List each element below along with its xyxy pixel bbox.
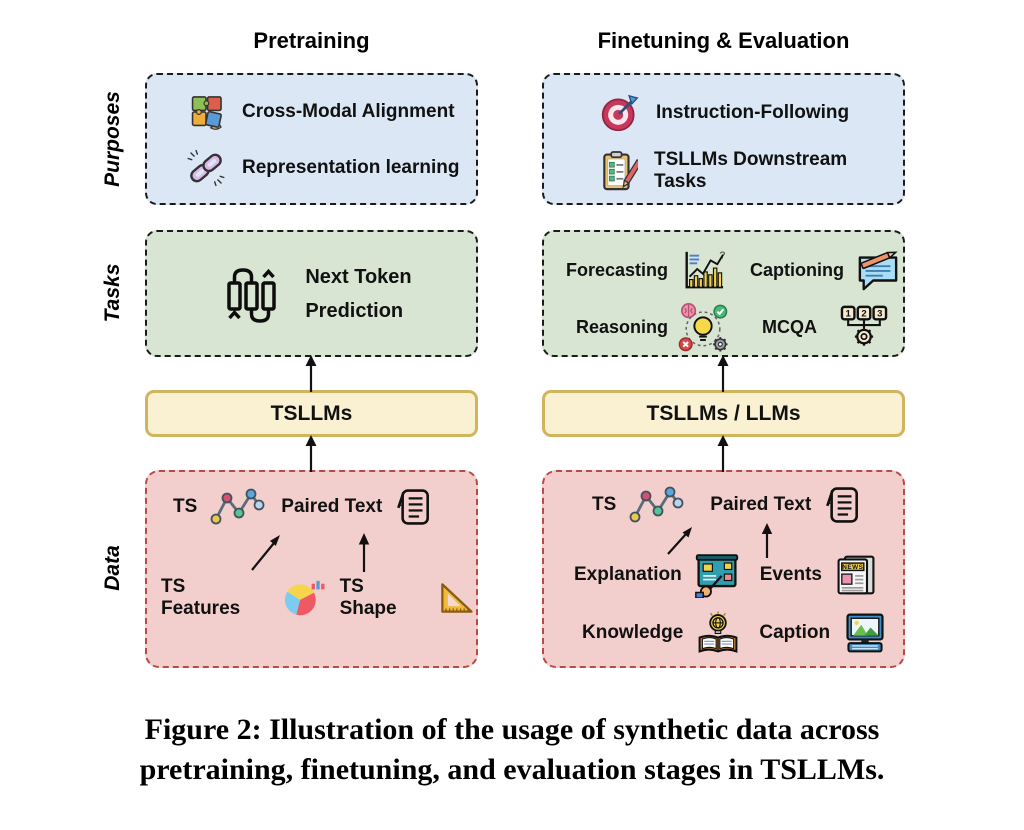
paired-text-icon	[823, 484, 861, 526]
mcqa-number-2: 2	[861, 308, 867, 320]
up-arrow	[355, 532, 373, 572]
row-label-purposes: Purposes	[101, 91, 124, 187]
task-row	[576, 302, 889, 352]
ts-line-icon	[628, 484, 684, 526]
task-label-line2: Prediction	[305, 299, 404, 322]
data-source-row	[582, 610, 888, 656]
task-label: MCQA	[762, 316, 818, 337]
purpose-label: TSLLMs Downstream Tasks	[654, 149, 848, 192]
arrow-data-to-model-right	[714, 434, 732, 472]
chain-link-icon	[187, 149, 225, 187]
paired-text-icon	[394, 486, 432, 528]
data-box-pretraining	[145, 470, 478, 668]
pie-chart-icon	[280, 577, 326, 619]
row-label-data: Data	[101, 545, 124, 591]
arrow-data-to-model-left	[302, 434, 320, 472]
ts-label: TS	[173, 496, 198, 517]
data-source-row	[574, 552, 878, 598]
column-header-finetuning: Finetuning & Evaluation	[597, 28, 850, 53]
data-box-finetuning	[542, 470, 905, 668]
purposes-box-pretraining	[145, 73, 478, 205]
data-source-label: Events	[759, 564, 822, 585]
purpose-label: Cross-Modal Alignment	[242, 101, 455, 122]
caption-bubble-icon	[854, 249, 902, 291]
purpose-item	[187, 149, 460, 187]
set-square-icon	[436, 578, 476, 618]
tasks-box-pretraining	[145, 230, 478, 357]
figure-caption-line1: Figure 2: Illustration of the usage of synthetic data across	[144, 713, 880, 746]
mcqa-number-3: 3	[877, 308, 883, 320]
tasks-box-finetuning	[542, 230, 905, 357]
data-top-row	[592, 484, 861, 526]
paired-text-label: Paired Text	[281, 496, 383, 517]
checklist-icon	[600, 150, 638, 192]
data-source-label: Caption	[759, 622, 831, 643]
mcqa-gear-icon	[839, 304, 889, 350]
data-source-label: TS Features	[161, 576, 241, 619]
puzzle-icon	[187, 93, 225, 131]
mcqa-number-1: 1	[845, 308, 851, 320]
purpose-label: Representation learning	[242, 157, 460, 178]
purposes-box-finetuning	[542, 73, 905, 205]
task-label-line1: Next Token	[305, 265, 412, 288]
task-label: Reasoning	[576, 316, 669, 337]
purpose-label: Instruction-Following	[656, 102, 850, 123]
newspaper-icon	[834, 553, 878, 597]
purpose-item	[600, 149, 903, 193]
row-label-tasks: Tasks	[101, 263, 124, 323]
model-box-tsllms: TSLLMs	[145, 390, 478, 437]
token-sequence-icon	[221, 265, 279, 323]
data-source-label: TS Shape	[339, 576, 397, 619]
monitor-image-icon	[842, 611, 888, 655]
task-label-next-token-prediction	[305, 260, 411, 328]
purpose-item	[600, 93, 849, 133]
presentation-board-icon	[694, 552, 740, 598]
data-source-label: Explanation	[574, 564, 682, 585]
forecast-chart-icon	[678, 248, 726, 292]
ts-line-icon	[209, 486, 265, 528]
arrow-model-to-tasks-left	[302, 354, 320, 392]
paired-text-label: Paired Text	[710, 494, 812, 515]
column-header-pretraining: Pretraining	[253, 28, 370, 53]
data-source-row	[161, 576, 476, 620]
up-right-arrow	[247, 530, 287, 574]
arrow-model-to-tasks-right	[714, 354, 732, 392]
ts-label: TS	[592, 494, 617, 515]
book-bulb-icon	[695, 610, 741, 656]
news-banner-text: NEWS	[842, 564, 864, 572]
purpose-item	[187, 93, 455, 131]
data-source-label: Knowledge	[582, 622, 684, 643]
task-label: Captioning	[750, 259, 845, 280]
task-row	[566, 248, 902, 292]
data-top-row	[173, 486, 432, 528]
reasoning-bulb-icon	[678, 302, 728, 352]
figure-caption	[0, 710, 1024, 790]
target-icon	[600, 93, 640, 133]
question-mark-glyph: ?	[719, 249, 726, 262]
task-label: Forecasting	[566, 259, 669, 280]
model-box-tsllms-llms: TSLLMs / LLMs	[542, 390, 905, 437]
figure-caption-line2: pretraining, finetuning, and evaluation stages in TSLLMs.	[139, 753, 885, 786]
